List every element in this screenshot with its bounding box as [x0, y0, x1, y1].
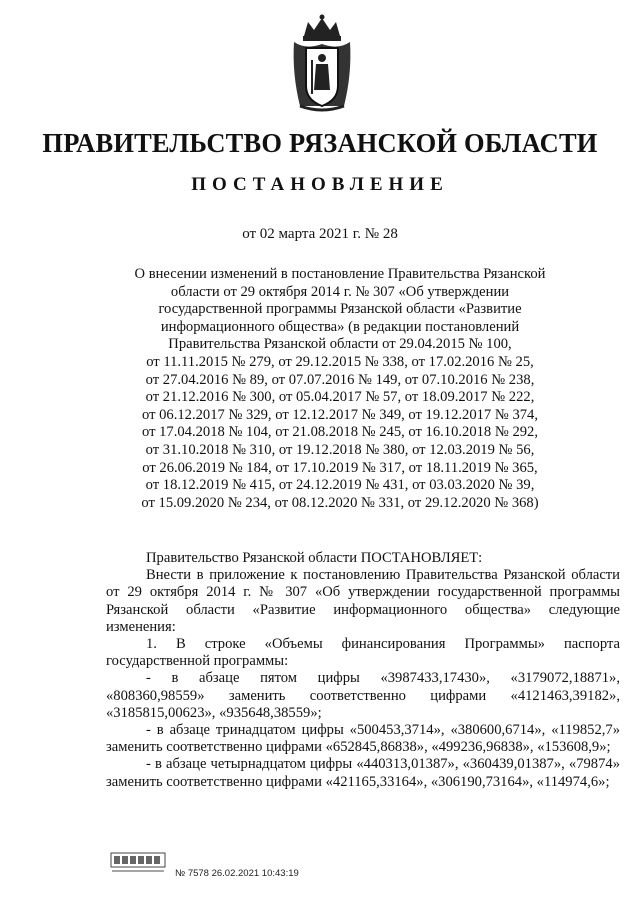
subject-line: от 21.12.2016 № 300, от 05.04.2017 № 57, от 18.09.2017 № 222,: [145, 389, 535, 406]
subject-line: О внесении изменений в постановление Правительства Рязанской: [134, 266, 546, 282]
intro-paragraph: Внести в приложение к постановлению Правительства Рязанской области от 29 октября 2014 г. № 307 «Об утверждении государственной программы Рязанской области «Развитие информационного общества» следующие изменения:: [106, 567, 620, 635]
document-subject: [120, 266, 560, 512]
bullet-paragraph: - в абзаце пятом цифры «3987433,17430», «3179072,18871», «808360,98559» заменить соответственно цифрами «4121463,39182», «3185815,00623», «935648,38559»;: [106, 670, 620, 721]
subject-line: от 18.12.2019 № 415, от 24.12.2019 № 431, от 03.03.2020 № 39,: [145, 477, 535, 494]
subject-line: от 31.10.2018 № 310, от 19.12.2018 № 380, от 12.03.2019 № 56,: [145, 441, 535, 458]
document-body: [106, 550, 620, 791]
subject-line: информационного общества» (в редакции постановлений: [160, 318, 520, 335]
item-paragraph: 1. В строке «Объемы финансирования Программы» паспорта государственной программы:: [106, 636, 620, 670]
subject-line: области от 29 октября 2014 г. № 307 «Об утверждении: [170, 283, 510, 300]
subject-line: от 27.04.2016 № 89, от 07.07.2016 № 149, от 07.10.2016 № 238,: [145, 371, 535, 388]
subject-line: от 26.06.2019 № 184, от 17.10.2019 № 317, от 18.11.2019 № 365,: [142, 459, 538, 476]
registration-number: № 7578 26.02.2021 10:43:19: [175, 868, 299, 879]
coat-of-arms-icon: [290, 14, 354, 118]
subject-line: от 11.11.2015 № 279, от 29.12.2015 № 338, от 17.02.2016 № 25,: [146, 353, 534, 370]
subject-line: от 17.04.2018 № 104, от 21.08.2018 № 245, от 16.10.2018 № 292,: [142, 424, 538, 441]
bullet-paragraph: - в абзаце тринадцатом цифры «500453,3714», «380600,6714», «119852,7» заменить соответственно цифрами «652845,86838», «499236,96838», «153608,9»;: [106, 722, 620, 756]
subject-line: Правительства Рязанской области от 29.04.2015 № 100,: [168, 336, 512, 353]
document-date-number: от 02 марта 2021 г. № 28: [242, 226, 398, 242]
subject-line: от 15.09.2020 № 234, от 08.12.2020 № 331, от 29.12.2020 № 368): [141, 494, 539, 511]
government-title: ПРАВИТЕЛЬСТВО РЯЗАНСКОЙ ОБЛАСТИ: [42, 128, 598, 158]
subject-line: от 06.12.2017 № 329, от 12.12.2017 № 349, от 19.12.2017 № 374,: [142, 406, 538, 423]
subject-line: государственной программы Рязанской области «Развитие: [158, 301, 522, 318]
document-type: ПОСТАНОВЛЕНИЕ: [191, 174, 449, 195]
decree-line: Правительство Рязанской области ПОСТАНОВЛЯЕТ:: [146, 550, 483, 566]
registration-stamp-icon: [110, 852, 166, 874]
bullet-paragraph: - в абзаце четырнадцатом цифры «440313,01387», «360439,01387», «79874» заменить соответственно цифрами «421165,33164», «306190,73164», «114974,6»;: [106, 756, 620, 790]
